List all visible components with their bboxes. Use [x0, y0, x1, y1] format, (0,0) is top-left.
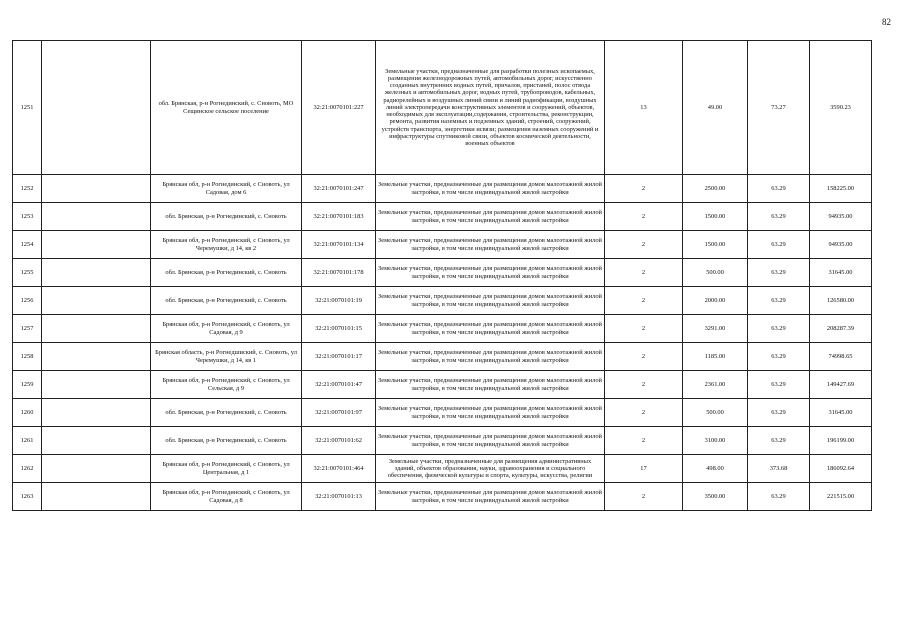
cadastral-value-cell: 149427.69 — [810, 371, 872, 399]
cadastral-value-cell: 126580.00 — [810, 287, 872, 315]
specific-value-cell: 63.29 — [748, 287, 810, 315]
use-group-code-cell: 2 — [605, 203, 683, 231]
cadastral-number-cell: 32:21:0070101:247 — [302, 175, 376, 203]
cadastral-number-cell: 32:21:0070101:183 — [302, 203, 376, 231]
area-cell: 2500.00 — [683, 175, 748, 203]
row-number: 1253 — [13, 203, 42, 231]
area-cell: 3100.00 — [683, 427, 748, 455]
blank-cell — [42, 483, 151, 511]
permitted-use-cell: Земельные участки, предназначенные для размещения домов малоэтажной жилой застройки, в том числе индивидуальной жилой застройки — [376, 315, 605, 343]
table-row — [13, 371, 872, 399]
permitted-use-cell: Земельные участки, предназначенные для размещения административных зданий, объектов образования, науки, здравоохранения и социального обеспечения, физической культуры и спорта, культуры, искусства, религии — [376, 455, 605, 483]
area-cell: 500.00 — [683, 259, 748, 287]
permitted-use-cell: Земельные участки, предназначенные для размещения домов малоэтажной жилой застройки, в том числе индивидуальной жилой застройки — [376, 399, 605, 427]
address-cell: Брянская обл, р-н Рогнединский, с Сновоть, ул Черемушки, д 14, кв 2 — [151, 231, 302, 259]
row-number: 1258 — [13, 343, 42, 371]
row-number: 1261 — [13, 427, 42, 455]
specific-value-cell: 63.29 — [748, 371, 810, 399]
permitted-use-cell: Земельные участки, предназначенные для размещения домов малоэтажной жилой застройки, в том числе индивидуальной жилой застройки — [376, 483, 605, 511]
address-cell: Брянская обл, р-н Рогнединский, с Сновоть, ул Садовая, дом 6 — [151, 175, 302, 203]
specific-value-cell: 63.29 — [748, 175, 810, 203]
table-row — [13, 203, 872, 231]
table-row — [13, 315, 872, 343]
area-cell: 2361.00 — [683, 371, 748, 399]
blank-cell — [42, 371, 151, 399]
blank-cell — [42, 231, 151, 259]
use-group-code-cell: 2 — [605, 175, 683, 203]
cadastral-number-cell: 32:21:0070101:13 — [302, 483, 376, 511]
blank-cell — [42, 399, 151, 427]
address-cell: обл. Брянская, р-н Рогнединский, с. Сновоть, МО Сещинское сельское поселение — [151, 41, 302, 175]
use-group-code-cell: 17 — [605, 455, 683, 483]
address-cell: обл. Брянская, р-н Рогнединский, с. Сновоть — [151, 399, 302, 427]
cadastral-value-cell: 31645.00 — [810, 399, 872, 427]
cadastral-number-cell: 32:21:0070101:464 — [302, 455, 376, 483]
row-number: 1255 — [13, 259, 42, 287]
blank-cell — [42, 287, 151, 315]
permitted-use-cell: Земельные участки, предназначенные для размещения домов малоэтажной жилой застройки, в том числе индивидуальной жилой застройки — [376, 287, 605, 315]
use-group-code-cell: 2 — [605, 259, 683, 287]
cadastral-value-cell: 94935.00 — [810, 231, 872, 259]
permitted-use-cell: Земельные участки, предназначенные для размещения домов малоэтажной жилой застройки, в том числе индивидуальной жилой застройки — [376, 259, 605, 287]
specific-value-cell: 63.29 — [748, 343, 810, 371]
cadastral-value-cell: 31645.00 — [810, 259, 872, 287]
area-cell: 49.00 — [683, 41, 748, 175]
specific-value-cell: 373.68 — [748, 455, 810, 483]
blank-cell — [42, 41, 151, 175]
row-number: 1257 — [13, 315, 42, 343]
row-number: 1254 — [13, 231, 42, 259]
cadastral-value-cell: 221515.00 — [810, 483, 872, 511]
specific-value-cell: 63.29 — [748, 315, 810, 343]
cadastral-number-cell: 32:21:0070101:15 — [302, 315, 376, 343]
table-body — [13, 41, 872, 511]
area-cell: 500.00 — [683, 399, 748, 427]
use-group-code-cell: 2 — [605, 371, 683, 399]
address-cell: Брянская обл, р-н Рогнединский, с Сновоть, ул Центральная, д 1 — [151, 455, 302, 483]
land-plots-table — [12, 40, 872, 511]
specific-value-cell: 63.29 — [748, 427, 810, 455]
table-row — [13, 175, 872, 203]
permitted-use-cell: Земельные участки, предназначенные для разработки полезных ископаемых, размещения железнодорожных путей, автомобильных дорог, искусственно созданных внутренних водных путей, причалов, пристаней, полос отвода железных и автомобильных дорог, водных путей, трубопроводов, кабельных, радиорелейных и воздушных линий связи и линий радиофикации, воздушных линий электропередачи конструктивных элементов и сооружений, объектов, необходимых для эксплуатации,содержания, строительства, реконструкции, ремонта, развития наземных и подземных зданий, строений, сооружений, устройств транспорта, энергетики исвязи; размещения наземных сооружений и инфраструктуры спутниковой связи, объектов космической деятельности, военных объектов — [376, 41, 605, 175]
row-number: 1256 — [13, 287, 42, 315]
address-cell: Брянская обл, р-н Рогнединский, с Сновоть, ул Сельская, д 9 — [151, 371, 302, 399]
row-number: 1263 — [13, 483, 42, 511]
cadastral-number-cell: 32:21:0070101:47 — [302, 371, 376, 399]
table-row — [13, 399, 872, 427]
area-cell: 3500.00 — [683, 483, 748, 511]
blank-cell — [42, 259, 151, 287]
area-cell: 3291.00 — [683, 315, 748, 343]
blank-cell — [42, 203, 151, 231]
area-cell: 498.00 — [683, 455, 748, 483]
blank-cell — [42, 343, 151, 371]
specific-value-cell: 63.29 — [748, 483, 810, 511]
address-cell: Брянская область, р-н Рогнедшиский, с. Сновоть, ул Черемушки, д 14, кв 1 — [151, 343, 302, 371]
table-row — [13, 41, 872, 175]
table-row — [13, 455, 872, 483]
area-cell: 2000.00 — [683, 287, 748, 315]
row-number: 1262 — [13, 455, 42, 483]
area-cell: 1500.00 — [683, 203, 748, 231]
cadastral-value-cell: 94935.00 — [810, 203, 872, 231]
row-number: 1251 — [13, 41, 42, 175]
area-cell: 1185.00 — [683, 343, 748, 371]
address-cell: обл. Брянская, р-н Рогнединский, с. Сновоть — [151, 259, 302, 287]
cadastral-value-cell: 3590.23 — [810, 41, 872, 175]
use-group-code-cell: 2 — [605, 315, 683, 343]
blank-cell — [42, 315, 151, 343]
permitted-use-cell: Земельные участки, предназначенные для размещения домов малоэтажной жилой застройки, в том числе индивидуальной жилой застройки — [376, 175, 605, 203]
blank-cell — [42, 175, 151, 203]
page-number: 82 — [882, 17, 891, 27]
table-row — [13, 259, 872, 287]
cadastral-number-cell: 32:21:0070101:97 — [302, 399, 376, 427]
cadastral-number-cell: 32:21:0070101:227 — [302, 41, 376, 175]
cadastral-number-cell: 32:21:0070101:17 — [302, 343, 376, 371]
use-group-code-cell: 2 — [605, 483, 683, 511]
table-row — [13, 231, 872, 259]
cadastral-value-cell: 158225.00 — [810, 175, 872, 203]
cadastral-number-cell: 32:21:0070101:62 — [302, 427, 376, 455]
address-cell: Брянская обл, р-н Рогнединский, с Сновоть, ул Садовая, д 8 — [151, 483, 302, 511]
address-cell: обл. Брянская, р-н Рогнединский, с. Сновоть — [151, 287, 302, 315]
cadastral-value-cell: 186092.64 — [810, 455, 872, 483]
specific-value-cell: 63.29 — [748, 259, 810, 287]
cadastral-number-cell: 32:21:0070101:134 — [302, 231, 376, 259]
table-row — [13, 287, 872, 315]
use-group-code-cell: 2 — [605, 287, 683, 315]
blank-cell — [42, 427, 151, 455]
specific-value-cell: 63.29 — [748, 231, 810, 259]
permitted-use-cell: Земельные участки, предназначенные для размещения домов малоэтажной жилой застройки, в том числе индивидуальной жилой застройки — [376, 203, 605, 231]
table-row — [13, 343, 872, 371]
use-group-code-cell: 2 — [605, 343, 683, 371]
address-cell: Брянская обл, р-н Рогнединский, с Сновоть, ул Садовая, д 9 — [151, 315, 302, 343]
address-cell: обл. Брянская, р-н Рогнединский, с. Сновоть — [151, 203, 302, 231]
cadastral-value-cell: 196199.00 — [810, 427, 872, 455]
cadastral-number-cell: 32:21:0070101:19 — [302, 287, 376, 315]
use-group-code-cell: 2 — [605, 427, 683, 455]
permitted-use-cell: Земельные участки, предназначенные для размещения домов малоэтажной жилой застройки, в том числе индивидуальной жилой застройки — [376, 427, 605, 455]
table-row — [13, 427, 872, 455]
blank-cell — [42, 455, 151, 483]
permitted-use-cell: Земельные участки, предназначенные для размещения домов малоэтажной жилой застройки, в том числе индивидуальной жилой застройки — [376, 371, 605, 399]
specific-value-cell: 63.29 — [748, 203, 810, 231]
row-number: 1252 — [13, 175, 42, 203]
address-cell: обл. Брянская, р-н Рогнединский, с. Сновоть — [151, 427, 302, 455]
table-row — [13, 483, 872, 511]
row-number: 1260 — [13, 399, 42, 427]
area-cell: 1500.00 — [683, 231, 748, 259]
use-group-code-cell: 2 — [605, 399, 683, 427]
specific-value-cell: 73.27 — [748, 41, 810, 175]
permitted-use-cell: Земельные участки, предназначенные для размещения домов малоэтажной жилой застройки, в том числе индивидуальной жилой застройки — [376, 343, 605, 371]
use-group-code-cell: 2 — [605, 231, 683, 259]
permitted-use-cell: Земельные участки, предназначенные для размещения домов малоэтажной жилой застройки, в том числе индивидуальной жилой застройки — [376, 231, 605, 259]
use-group-code-cell: 13 — [605, 41, 683, 175]
row-number: 1259 — [13, 371, 42, 399]
cadastral-value-cell: 208287.39 — [810, 315, 872, 343]
cadastral-number-cell: 32:21:0070101:178 — [302, 259, 376, 287]
cadastral-value-cell: 74998.65 — [810, 343, 872, 371]
specific-value-cell: 63.29 — [748, 399, 810, 427]
